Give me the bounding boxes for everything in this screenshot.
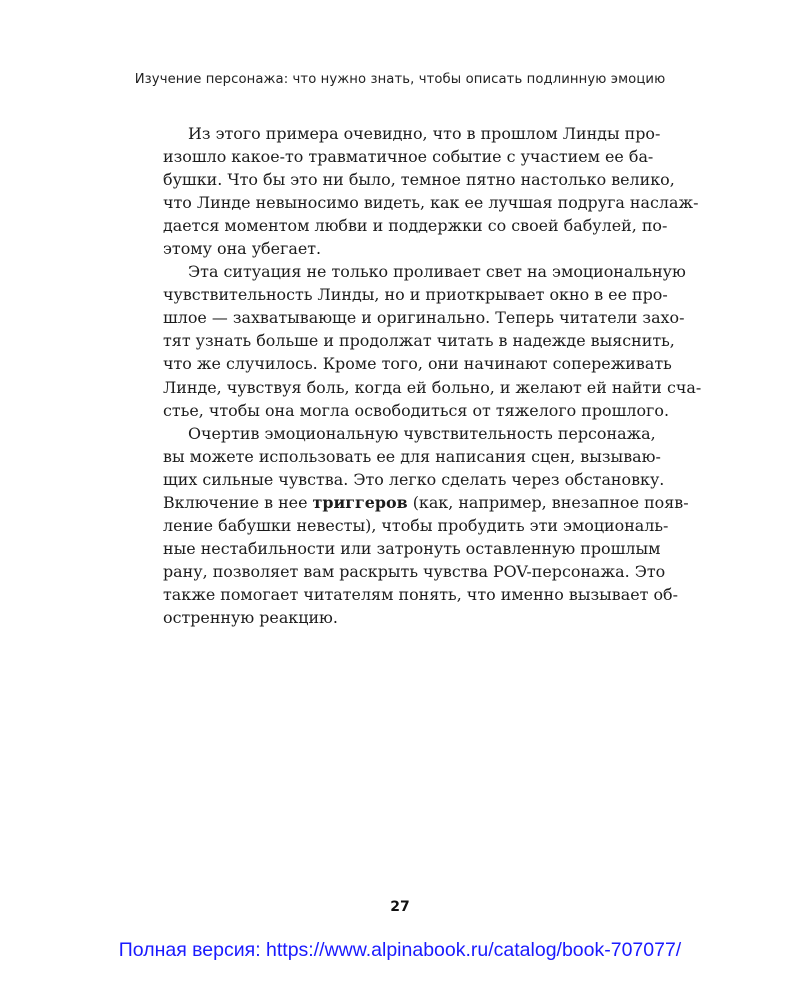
text-line: изошло какое-то травматичное событие с участием ее ба- <box>163 147 654 167</box>
text-line: бушки. Что бы это ни было, темное пятно настолько велико, <box>163 170 675 190</box>
text-line: шлое — захватывающе и оригинально. Теперь читатели захо- <box>163 308 685 328</box>
bold-term: триггеров <box>312 492 408 512</box>
text-line: стье, чтобы она могла освободиться от тяжелого прошлого. <box>163 400 670 420</box>
text-line: тят узнать больше и продолжат читать в надежде выяснить, <box>163 331 675 351</box>
text-line: также помогает читателям понять, что именно вызывает об- <box>163 584 678 604</box>
text-line: Из этого примера очевидно, что в прошлом Линды про- <box>188 124 661 143</box>
full-version-link[interactable]: Полная версия: https://www.alpinabook.ru/catalog/book-707077/ <box>118 939 682 961</box>
paragraph <box>163 260 702 421</box>
text-line: что же случилось. Кроме того, они начинают сопереживать <box>163 354 672 374</box>
text-line: щих сильные чувства. Это легко сделать через обстановку. <box>163 469 665 489</box>
text-after-term: (как, например, внезапное появ- <box>407 492 689 512</box>
text-line: Очертив эмоциональную чувствительность персонажа, <box>188 423 656 443</box>
text-line: вы можете использовать ее для написания сцен, вызываю- <box>163 446 661 466</box>
page-number: 27 <box>390 899 410 915</box>
text-line: чувствительность Линды, но и приоткрывает окно в ее про- <box>163 285 668 305</box>
paragraph <box>163 122 699 260</box>
text-line: Линде, чувствуя боль, когда ей больно, и желают ей найти сча- <box>163 377 702 397</box>
text-line: ление бабушки невесты), чтобы пробудить эти эмоциональ- <box>163 515 669 535</box>
text-line: этому она убегает. <box>163 239 322 259</box>
text-line: дается моментом любви и поддержки со своей бабулей, по- <box>163 216 668 236</box>
body-text <box>163 122 702 629</box>
text-line: остренную реакцию. <box>163 607 338 627</box>
running-head: Изучение персонажа: что нужно знать, чтобы описать подлинную эмоцию <box>134 72 666 87</box>
text-line: ные нестабильности или затронуть оставленную прошлым <box>163 538 661 558</box>
paragraph <box>163 422 689 629</box>
text-before-term: Включение в нее <box>163 492 313 512</box>
text-line: что Линде невыносимо видеть, как ее лучшая подруга наслаж- <box>163 193 699 213</box>
text-line-with-bold-term <box>163 491 689 514</box>
text-line: рану, позволяет вам раскрыть чувства POV-персонажа. Это <box>163 561 666 581</box>
text-line: Эта ситуация не только проливает свет на эмоциональную <box>188 262 686 282</box>
